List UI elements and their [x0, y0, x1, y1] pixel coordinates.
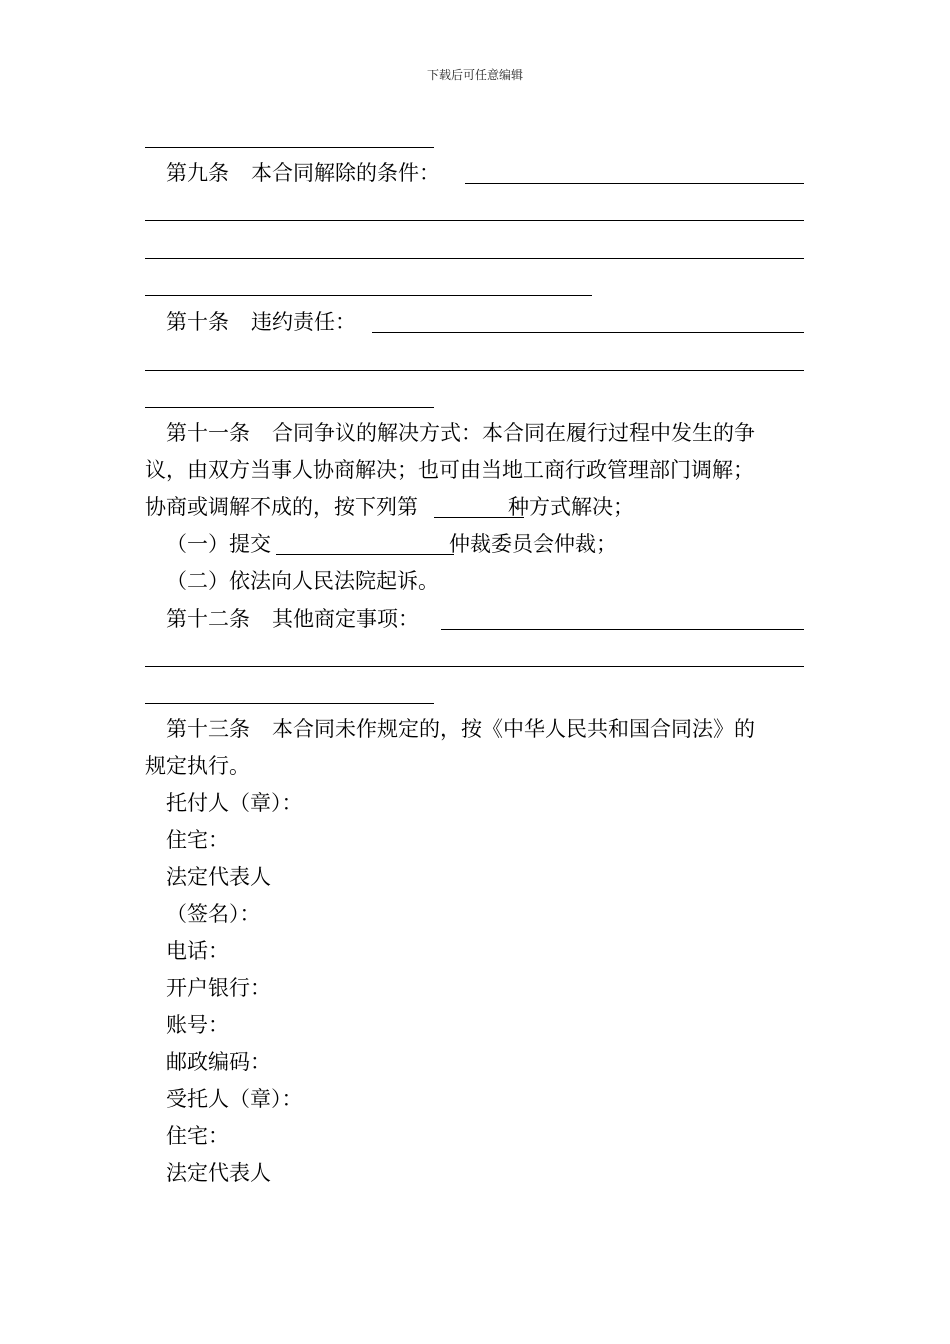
page-header: 下载后可任意编辑	[426, 68, 523, 82]
signature-trustee-address: 住宅：	[166, 1124, 229, 1148]
article-11-line-2: 议，由双方当事人协商解决；也可由当地工商行政管理部门调解；	[145, 458, 754, 482]
article-9	[166, 155, 440, 192]
fill-line	[372, 332, 804, 333]
signature-trustee: 受托人（章）：	[166, 1087, 303, 1111]
article-9-text: 本合同解除的条件：	[251, 161, 440, 185]
article-13-line-1	[166, 711, 755, 748]
fill-line	[145, 220, 804, 221]
signature-postcode: 邮政编码：	[166, 1050, 271, 1074]
fill-line	[276, 554, 454, 555]
article-10	[166, 304, 356, 341]
option-1	[166, 526, 617, 563]
signature-account: 账号：	[166, 1013, 229, 1037]
article-12-number: 第十二条	[166, 607, 250, 631]
option-1-start: （一）提交	[166, 532, 271, 556]
signature-phone: 电话：	[166, 939, 229, 963]
article-11-line-3-start: 协商或调解不成的，按下列第	[145, 495, 418, 519]
fill-line	[465, 183, 804, 184]
article-11-line-1	[166, 415, 755, 452]
signature-sign: （签名）：	[166, 902, 261, 926]
article-10-text: 违约责任：	[251, 310, 356, 334]
article-11-line-3-end: 种方式解决；	[508, 495, 634, 519]
fill-line	[145, 258, 804, 259]
fill-line	[145, 295, 592, 296]
article-10-number: 第十条	[166, 310, 229, 334]
blank-line	[145, 147, 434, 148]
fill-line	[145, 407, 434, 408]
article-12-text: 其他商定事项：	[272, 607, 419, 631]
article-11-text: 合同争议的解决方式：本合同在履行过程中发生的争	[272, 421, 755, 445]
article-12	[166, 601, 419, 638]
article-13-number: 第十三条	[166, 717, 250, 741]
signature-entrustor: 托付人（章）：	[166, 791, 303, 815]
option-1-end: 仲裁委员会仲裁；	[449, 532, 617, 556]
signature-bank: 开户银行：	[166, 976, 271, 1000]
article-11-number: 第十一条	[166, 421, 250, 445]
fill-line	[145, 666, 804, 667]
fill-line	[145, 370, 804, 371]
article-11-line-3	[145, 489, 634, 526]
fill-line	[434, 517, 524, 518]
option-2: （二）依法向人民法院起诉。	[166, 569, 439, 593]
signature-address: 住宅：	[166, 828, 229, 852]
article-13-line-2: 规定执行。	[145, 754, 250, 778]
fill-line	[441, 629, 804, 630]
article-13-text: 本合同未作规定的，按《中华人民共和国合同法》的	[272, 717, 755, 741]
signature-trustee-legal-rep: 法定代表人	[166, 1161, 271, 1185]
signature-legal-rep: 法定代表人	[166, 865, 271, 889]
fill-line	[145, 703, 434, 704]
article-9-number: 第九条	[166, 161, 229, 185]
